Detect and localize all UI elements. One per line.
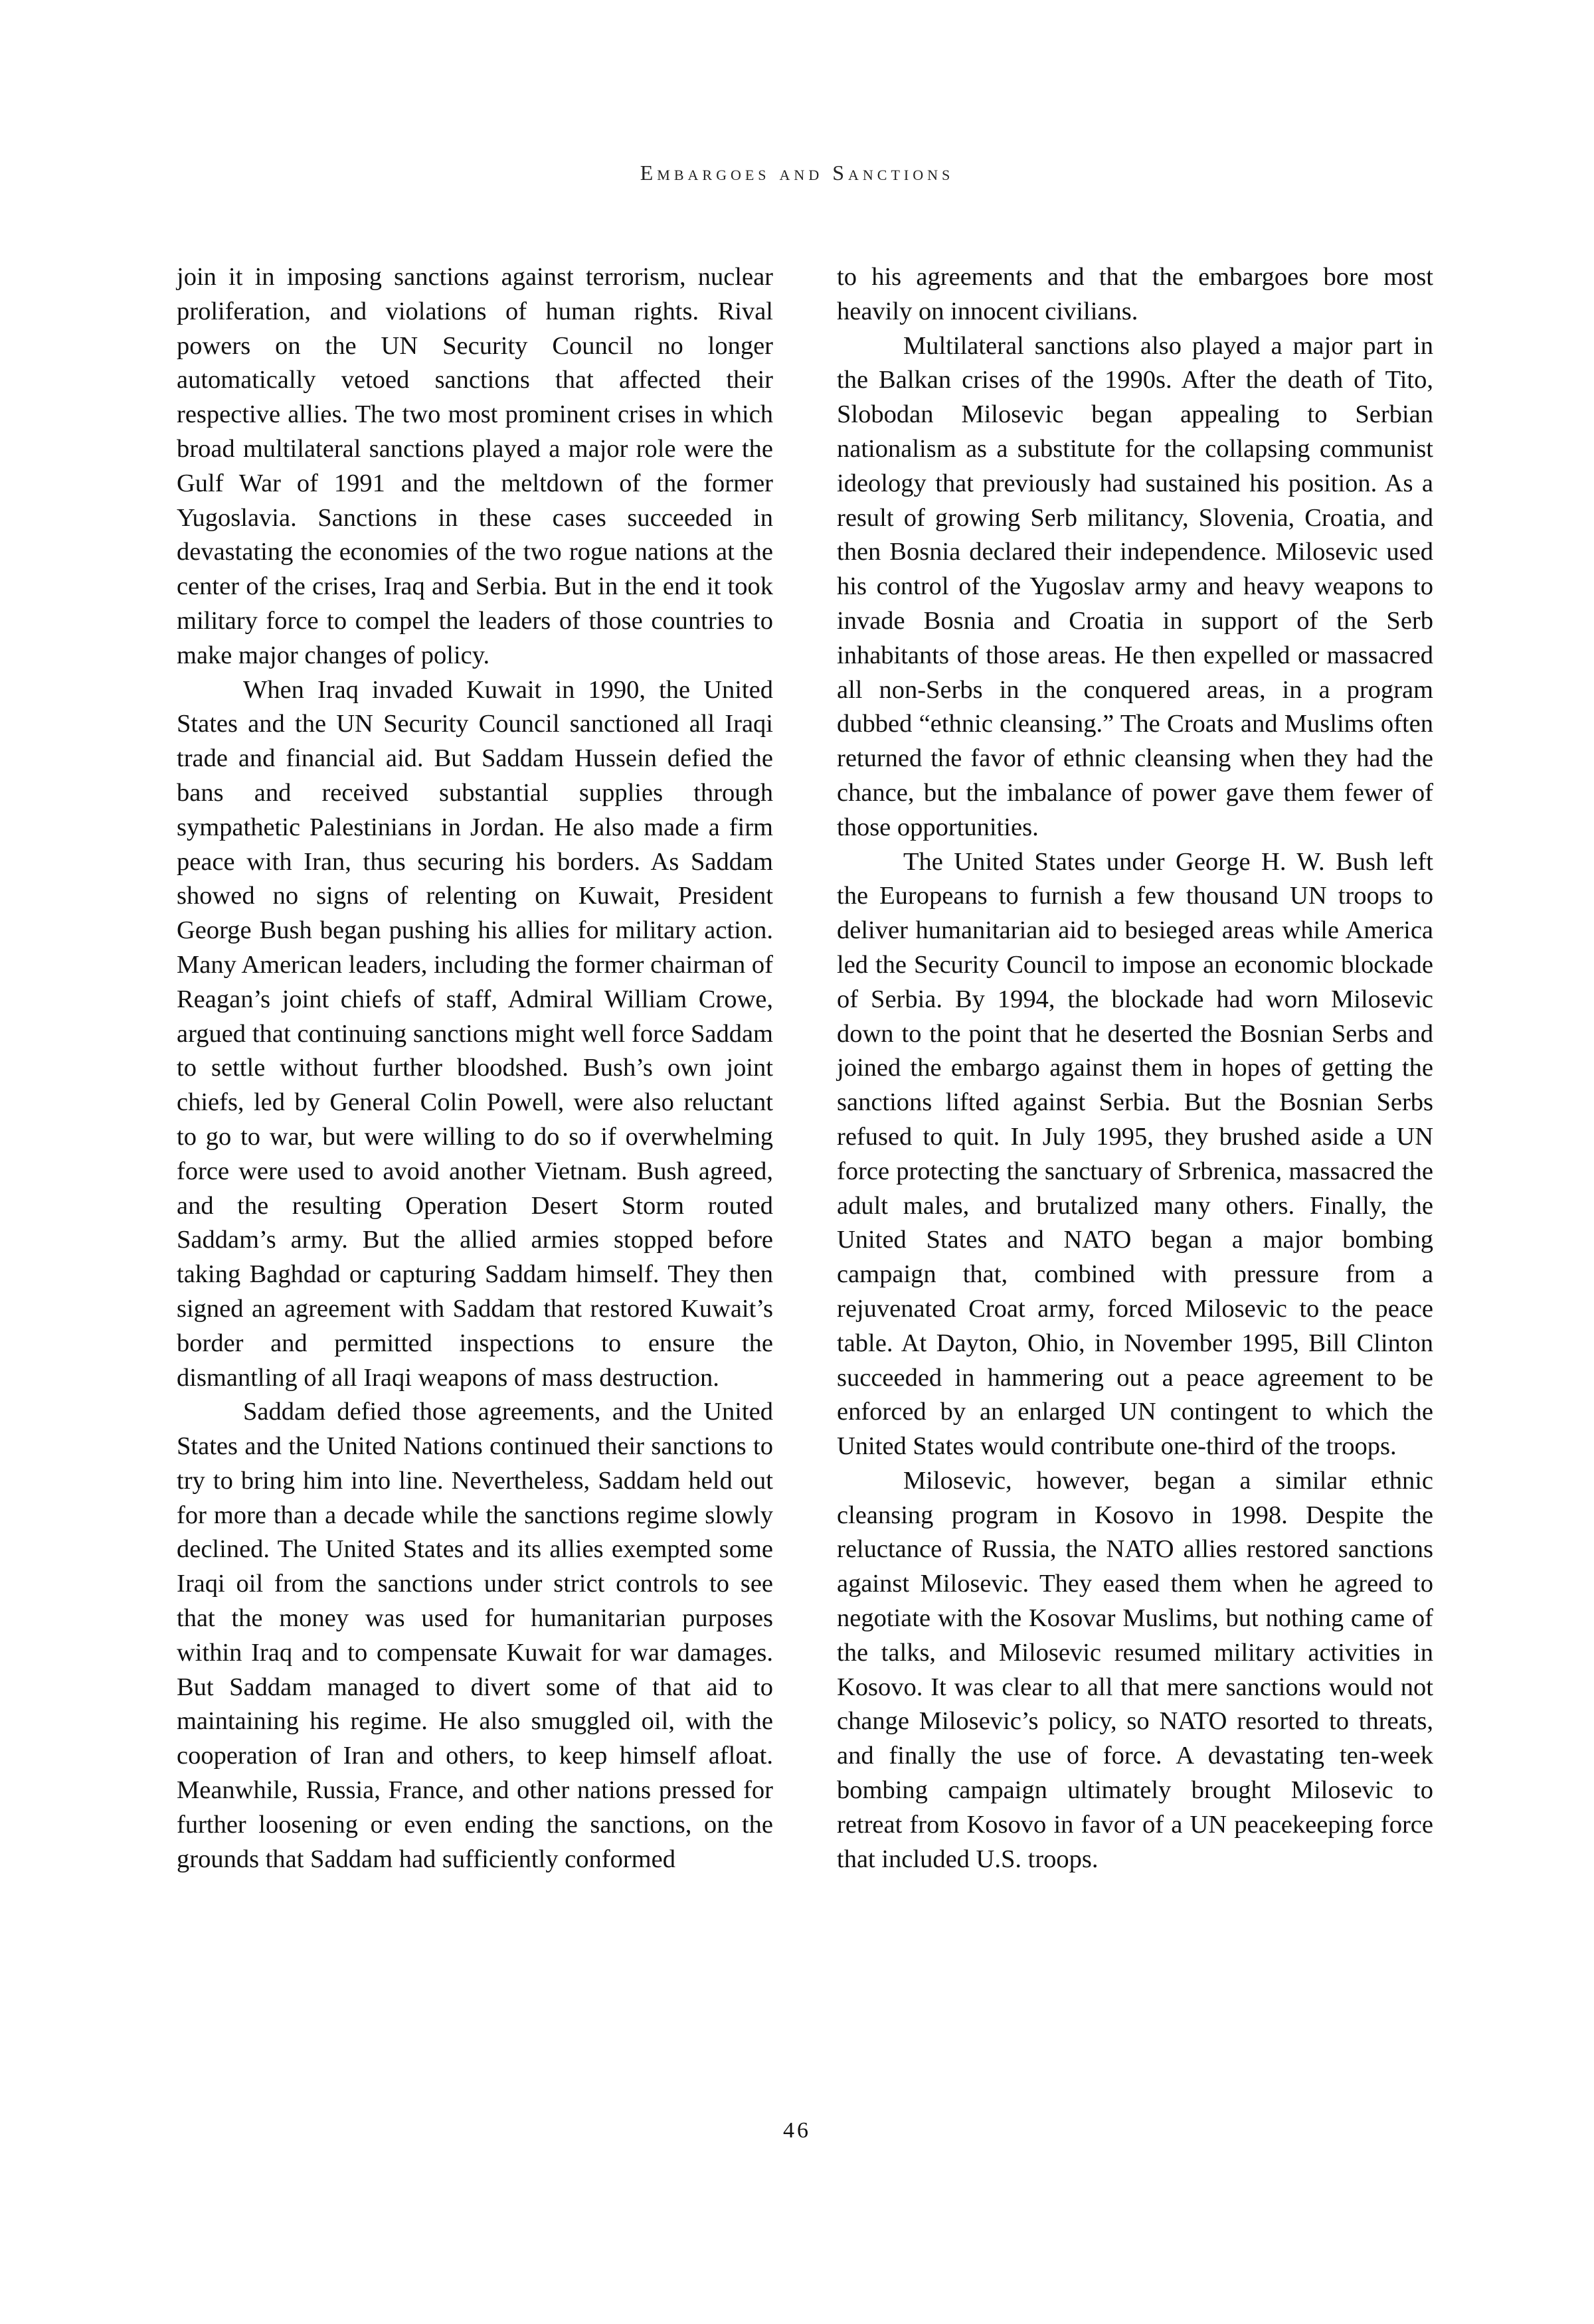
page-number: 46	[783, 2118, 811, 2143]
running-head: Embargoes and Sanctions	[640, 161, 954, 185]
paragraph: The United States under George H. W. Bush left the Europeans to furnish a few thousand UN troops to deliver humanitarian aid to besieged areas while America led the Security Council to impose an economic blockade of Serbia. By 1994, the blockade had worn Milosevic down to the point that he deserted the Bosnian Serbs and joined the embargo against them in hopes of getting the sanctions lifted against Serbia. But the Bosnian Serbs refused to quit. In July 1995, they brushed aside a UN force protecting the sanctuary of Srbrenica, massacred the adult males, and brutalized many others. Finally, the United States and NATO began a major bombing campaign that, combined with pressure from a rejuvenated Croat army, forced Milosevic to the peace table. At Dayton, Ohio, in November 1995, Bill Clinton succeeded in hammering out a peace agreement to be enforced by an enlarged UN contingent to which the United States would contribute one-third of the troops.	[837, 847, 1433, 1461]
paragraph: join it in imposing sanctions against terrorism, nuclear proliferation, and violations of human rights. Rival powers on the UN Security Council no longer automatically vetoed sanctions that affected their respective allies. The two most prominent crises in which broad multilateral sanctions played a major role were the Gulf War of 1991 and the meltdown of the former Yugoslavia. Sanctions in these cases succeeded in devastating the economies of the two rogue nations at the center of the crises, Iraq and Serbia. But in the end it took military force to compel the leaders of those countries to make major changes of policy.	[177, 263, 773, 669]
paragraph: Milosevic, however, began a similar ethnic cleansing program in Kosovo in 1998. Despite the reluctance of Russia, the NATO allies restored sanctions against Milosevic. They eased them when he agreed to negotiate with the Kosovar Muslims, but nothing came of the talks, and Milosevic resumed military activities in Kosovo. It was clear to all that mere sanctions would not change Milosevic’s policy, so NATO resorted to threats, and finally the use of force. A devastating ten-week bombing campaign ultimately brought Milosevic to retreat from Kosovo in favor of a UN peacekeeping force that included U.S. troops.	[837, 1466, 1433, 1873]
paragraph: Saddam defied those agreements, and the United States and the United Nations continued their sanctions to try to bring him into line. Nevertheless, Saddam held out for more than a decade while the sanctions regime slowly declined. The United States and its allies exempted some Iraqi oil from the sanctions under strict controls to see that the money was used for humanitarian purposes within Iraq and to compensate Kuwait for war damages. But Saddam managed to divert some of that aid to maintaining his regime. He also smuggled oil, with the cooperation of Iran and others, to keep himself afloat. Meanwhile, Russia, France, and other nations pressed for further loosening or even ending the sanctions, on the grounds that Saddam had sufficiently conformed	[177, 1398, 773, 1873]
paragraph: to his agreements and that the embargoes bore most heavily on innocent civilians.	[837, 263, 1433, 325]
paragraph: Multilateral sanctions also played a major part in the Balkan crises of the 1990s. After the death of Tito, Slobodan Milosevic began appealing to Serbian nationalism as a substitute for the collapsing communist ideology that previously had sustained his position. As a result of growing Serb militancy, Slovenia, Croatia, and then Bosnia declared their independence. Milosevic used his control of the Yugoslav army and heavy weapons to invade Bosnia and Croatia in support of the Serb inhabitants of those areas. He then expelled or massacred all non-Serbs in the conquered areas, in a program dubbed “ethnic cleansing.” The Croats and Muslims often returned the favor of ethnic cleansing when they had the chance, but the imbalance of power gave them fewer of those opportunities.	[837, 331, 1433, 841]
left-column	[177, 260, 773, 1876]
paragraph: When Iraq invaded Kuwait in 1990, the United States and the UN Security Council sanctioned all Iraqi trade and financial aid. But Saddam Hussein defied the bans and received substantial supplies through sympathetic Palestinians in Jordan. He also made a firm peace with Iran, thus securing his borders. As Saddam showed no signs of relenting on Kuwait, President George Bush began pushing his allies for military action. Many American leaders, including the former chairman of Reagan’s joint chiefs of staff, Admiral William Crowe, argued that continuing sanctions might well force Saddam to settle without further bloodshed. Bush’s own joint chiefs, led by General Colin Powell, were also reluctant to go to war, but were willing to do so if overwhelming force were used to avoid another Vietnam. Bush agreed, and the resulting Operation Desert Storm routed Saddam’s army. But the allied armies stopped before taking Baghdad or capturing Saddam himself. They then signed an agreement with Saddam that restored Kuwait’s border and permitted inspections to ensure the dismantling of all Iraqi weapons of mass destruction.	[177, 675, 774, 1392]
right-column	[837, 260, 1433, 1876]
